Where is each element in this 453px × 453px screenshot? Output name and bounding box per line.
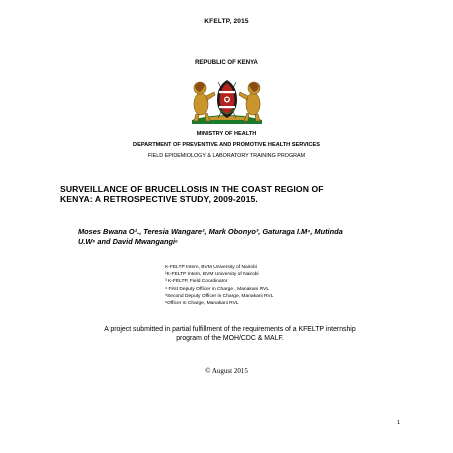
- affiliation-item: K-FELTP Intern, BVM University of Nairobi: [165, 265, 257, 270]
- coat-of-arms-logo: [186, 74, 268, 126]
- affiliation-list: [165, 264, 385, 307]
- affiliation-item: ⁴ First Deputy Officer in Charge , Manakani RVL: [165, 286, 270, 292]
- title-line-1: SURVEILLANCE OF BRUCELLOSIS IN THE COAST REGION OF: [60, 184, 324, 194]
- republic-heading: REPUBLIC OF KENYA: [195, 60, 258, 66]
- submission-statement: [50, 325, 410, 343]
- department-heading: DEPARTMENT OF PREVENTIVE AND PROMOTIVE HEALTH SERVICES: [133, 142, 320, 148]
- affiliation-item: ³ K-FELTP, Field Coordinator: [165, 279, 228, 285]
- document-title: [60, 184, 420, 204]
- submission-line-2: program of the MOH/CDC & MALF.: [176, 335, 284, 342]
- ministry-heading: MINISTRY OF HEALTH: [196, 131, 257, 137]
- authors-line-1: Moses Bwana O¹., Teresia Wangare², Mark Obonyo³, Gaturaga I.M⁴, Mutinda: [78, 227, 343, 236]
- running-header: KFELTP, 2015: [204, 18, 249, 25]
- authors-line-2: U.W⁵ and David Mwangangi⁶: [78, 237, 179, 246]
- affiliation-item: ⁵Second Deputy Officer in Charge, Manakani RVL: [165, 293, 274, 299]
- page-number: 1: [397, 420, 401, 426]
- affiliation-item: ²K-FELTP Intern, BVM University of Nairobi: [165, 272, 259, 278]
- program-heading: FIELD EPIDEMIOLOGY & LABORATORY TRAINING PROGRAM: [147, 153, 306, 159]
- author-list: [78, 227, 418, 247]
- submission-date: © August 2015: [205, 367, 248, 375]
- affiliation-item: ⁶Officer in Charge, Manakani RVL: [165, 301, 239, 307]
- title-line-2: KENYA: A RETROSPECTIVE STUDY, 2009-2015.: [60, 194, 258, 204]
- submission-line-1: A project submitted in partial fulfillment of the requirements of a KFELTP internship: [104, 326, 356, 333]
